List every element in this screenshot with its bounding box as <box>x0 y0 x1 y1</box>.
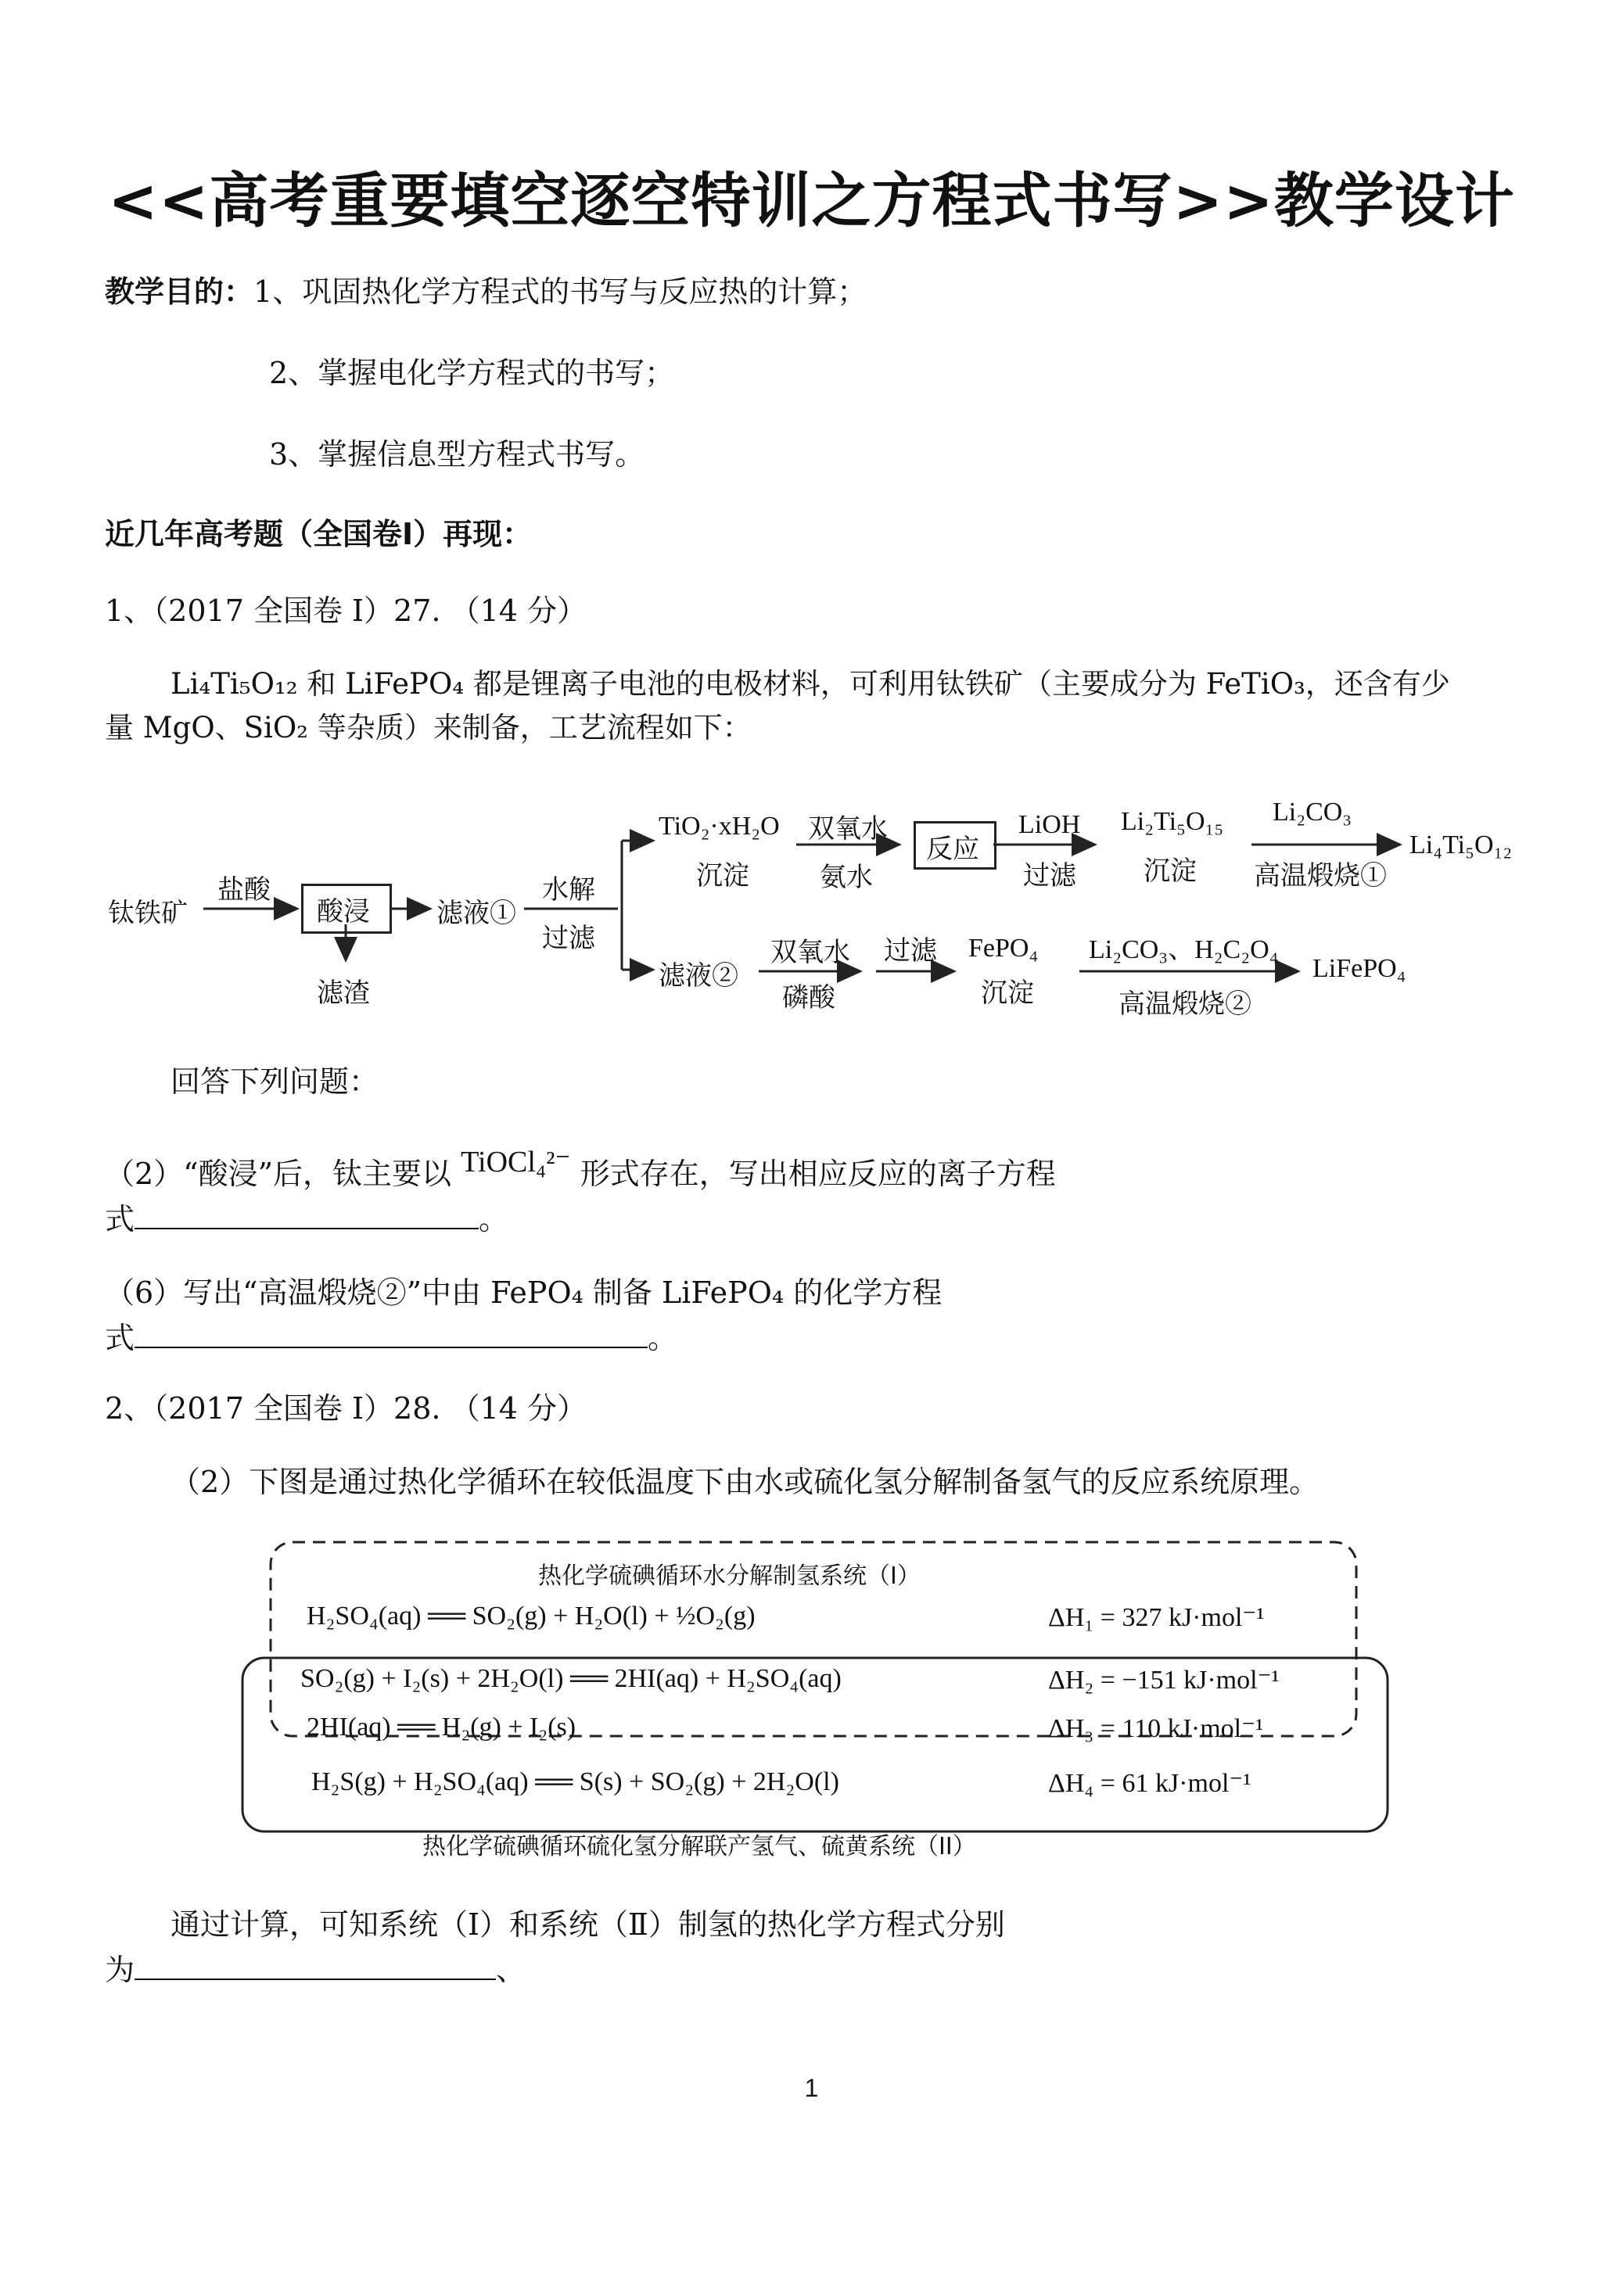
phosphoric-label: 磷酸 <box>782 984 835 1013</box>
acid-label: 盐酸 <box>217 876 271 905</box>
leach-label: 酸浸 <box>317 898 370 927</box>
product2-label: LiFePO₄ <box>1312 954 1406 983</box>
thermochem-cycle-figure <box>235 1533 1400 1869</box>
system-1-title: 热化学硫碘循环水分解制氢系统（I） <box>538 1562 921 1590</box>
filter2-label: 过滤 <box>1023 862 1076 891</box>
objectives-label: 教学目的： <box>105 274 254 309</box>
filtrate2-label: 滤液② <box>659 962 738 991</box>
ammonia-label: 氨水 <box>820 863 873 892</box>
equation-4: H₂S(g) + H₂SO₄(aq) ══ S(s) + SO₂(g) + 2H₂O(l) <box>311 1767 839 1796</box>
equation-1: H₂SO₄(aq) ══ SO₂(g) + H₂O(l) + ½O₂(g) <box>307 1602 756 1631</box>
objective-item: 3、掌握信息型方程式书写。 <box>269 437 645 472</box>
answer-prefix: 式 <box>105 1321 135 1355</box>
enthalpy-3: ΔH₃ = 110 kJ·mol⁻¹ <box>1048 1714 1264 1743</box>
fepo4-label: FePO₄ <box>968 934 1039 963</box>
answer-line-2 <box>105 1200 508 1239</box>
section-heading: 近几年高考题（全国卷I）再现： <box>105 517 533 551</box>
calcine2-label: 高温煅烧② <box>1119 990 1251 1019</box>
enthalpy-2: ΔH₂ = −151 kJ·mol⁻¹ <box>1048 1666 1280 1695</box>
precip2-label: 沉淀 <box>1144 857 1197 886</box>
process-flow-diagram <box>102 790 1533 1024</box>
page-number: 1 <box>804 2074 819 2102</box>
answer-end: 、 <box>496 1953 526 1987</box>
question-1-intro: 量 MgO、SiO₂ 等杂质）来制备，工艺流程如下： <box>105 711 752 744</box>
enthalpy-1: ΔH₁ = 327 kJ·mol⁻¹ <box>1048 1603 1265 1632</box>
answer-blank[interactable] <box>135 1200 479 1229</box>
precip-label: 沉淀 <box>696 862 749 891</box>
sub-question-2 <box>105 1146 1056 1194</box>
answer-line-6 <box>105 1318 677 1358</box>
enthalpy-4: ΔH₄ = 61 kJ·mol⁻¹ <box>1048 1769 1251 1798</box>
filtrate1-label: 滤液① <box>436 899 516 928</box>
lioh-label: LiOH <box>1018 810 1081 839</box>
page-title: <<高考重要填空逐空特训之方程式书写>>教学设计 <box>108 166 1515 235</box>
objective-item: 2、掌握电化学方程式的书写； <box>269 356 675 390</box>
answer-blank[interactable] <box>135 1318 648 1348</box>
answer-end: 。 <box>479 1202 509 1236</box>
answer-prefix: 为 <box>105 1953 135 1987</box>
question-2-header: 2、（2017 全国卷 I）28. （14 分） <box>105 1391 587 1426</box>
equation-3: 2HI(aq) ══ H₂(g) + I₂(s) <box>307 1713 576 1742</box>
residue-label: 滤渣 <box>317 979 370 1008</box>
answer-prefix: 式 <box>105 1202 135 1236</box>
answer-line-calc <box>105 1950 526 1989</box>
reagents2-label: Li₂CO₃、H₂C₂O₄ <box>1089 935 1279 964</box>
calcine1-label: 高温煅烧① <box>1254 862 1387 891</box>
filter-label: 过滤 <box>542 924 595 953</box>
sub-question-6: （6）写出“高温煅烧②”中由 FePO₄ 制备 LiFePO₄ 的化学方程 <box>105 1275 943 1310</box>
precip3-label: 沉淀 <box>981 979 1034 1008</box>
calc-question: 通过计算，可知系统（Ⅰ）和系统（Ⅱ）制氢的热化学方程式分别 <box>171 1907 1005 1942</box>
tio2-label: TiO₂·xH₂O <box>659 812 780 841</box>
react-label: 反应 <box>926 835 979 864</box>
question-1-header: 1、（2017 全国卷 I）27. （14 分） <box>105 594 587 628</box>
objective-item: 1、巩固热化学方程式的书写与反应热的计算； <box>253 274 867 309</box>
ore-label: 钛铁矿 <box>108 899 188 928</box>
equation-2: SO₂(g) + I₂(s) + 2H₂O(l) ══ 2HI(aq) + H₂SO₄(aq) <box>300 1664 842 1693</box>
li2co3-label: Li₂CO₃ <box>1273 798 1352 827</box>
h2o2b-label: 双氧水 <box>770 938 850 967</box>
answer-end: 。 <box>648 1321 678 1355</box>
question-2-text: （2）下图是通过热化学循环在较低温度下由水或硫化氢分解制备氢气的反应系统原理。 <box>171 1465 1320 1499</box>
ion-formula: TiOCl₄²⁻ <box>461 1146 571 1178</box>
li2ti5o15-label: Li₂Ti₅O₁₅ <box>1121 807 1224 836</box>
sub-question-2-text: （2）“酸浸”后，钛主要以 <box>105 1157 452 1191</box>
system-2-title: 热化学硫碘循环硫化氢分解联产氢气、硫黄系统（II） <box>422 1833 976 1860</box>
objectives-row-1 <box>105 272 867 311</box>
answer-blank[interactable] <box>135 1950 496 1980</box>
h2o2-label: 双氧水 <box>808 815 888 844</box>
hydrolysis-label: 水解 <box>542 876 595 905</box>
question-prompt: 回答下列问题： <box>171 1064 379 1099</box>
filter3-label: 过滤 <box>884 937 937 966</box>
question-1-intro: Li₄Ti₅O₁₂ 和 LiFePO₄ 都是锂离子电池的电极材料，可利用钛铁矿（主要成分为 FeTiO₃，还含有少 <box>171 667 1450 701</box>
product1-label: Li₄Ti₅O₁₂ <box>1409 831 1513 859</box>
sub-question-2-text: 形式存在，写出相应反应的离子方程 <box>580 1157 1056 1191</box>
